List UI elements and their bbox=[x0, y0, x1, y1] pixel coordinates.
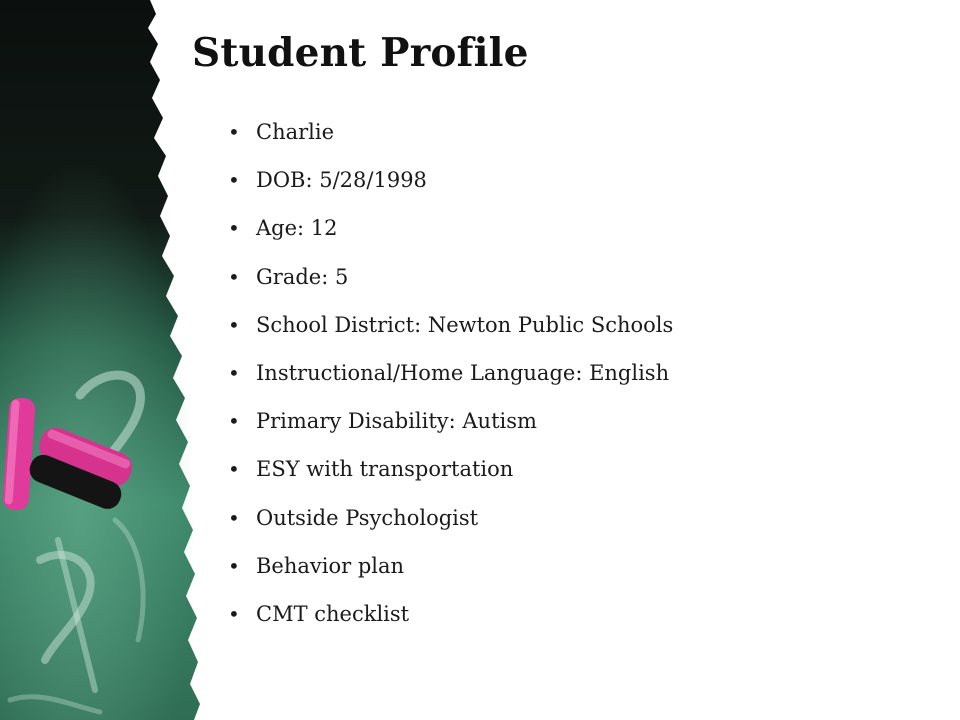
bullet-icon: • bbox=[228, 457, 240, 482]
list-item bbox=[228, 160, 673, 208]
list-item-text: Grade: 5 bbox=[256, 264, 349, 289]
list-item bbox=[228, 449, 673, 497]
list-item-text: School District: Newton Public Schools bbox=[256, 312, 674, 337]
bullet-icon: • bbox=[228, 360, 240, 385]
list-item-text: ESY with transportation bbox=[256, 457, 514, 482]
list-item-text: Outside Psychologist bbox=[256, 505, 479, 530]
list-item bbox=[228, 594, 673, 642]
bullet-icon: • bbox=[228, 216, 240, 241]
list-item-text: Age: 12 bbox=[256, 216, 338, 241]
list-item bbox=[228, 257, 673, 305]
chalkboard-image bbox=[0, 0, 230, 720]
bullet-icon: • bbox=[228, 168, 240, 193]
list-item bbox=[228, 305, 673, 353]
list-item-text: Charlie bbox=[256, 120, 335, 144]
bullet-icon: • bbox=[228, 264, 240, 289]
list-item-text: Instructional/Home Language: English bbox=[256, 360, 670, 385]
bullet-icon: • bbox=[228, 505, 240, 530]
page-title: Student Profile bbox=[192, 30, 529, 76]
list-item-text: Behavior plan bbox=[256, 553, 405, 578]
bullet-icon: • bbox=[228, 312, 240, 337]
list-item-text: Primary Disability: Autism bbox=[256, 409, 537, 434]
bullet-icon: • bbox=[228, 553, 240, 578]
student-profile-list bbox=[228, 112, 673, 642]
list-item bbox=[228, 546, 673, 594]
bullet-icon: • bbox=[228, 120, 240, 144]
list-item-text: CMT checklist bbox=[256, 601, 410, 626]
list-item bbox=[228, 112, 673, 160]
bullet-icon: • bbox=[228, 601, 240, 626]
chalkboard-art bbox=[0, 0, 230, 720]
list-item bbox=[228, 208, 673, 256]
list-item bbox=[228, 401, 673, 449]
list-item bbox=[228, 498, 673, 546]
list-item-text: DOB: 5/28/1998 bbox=[256, 168, 427, 193]
bullet-icon: • bbox=[228, 409, 240, 434]
list-item bbox=[228, 353, 673, 401]
